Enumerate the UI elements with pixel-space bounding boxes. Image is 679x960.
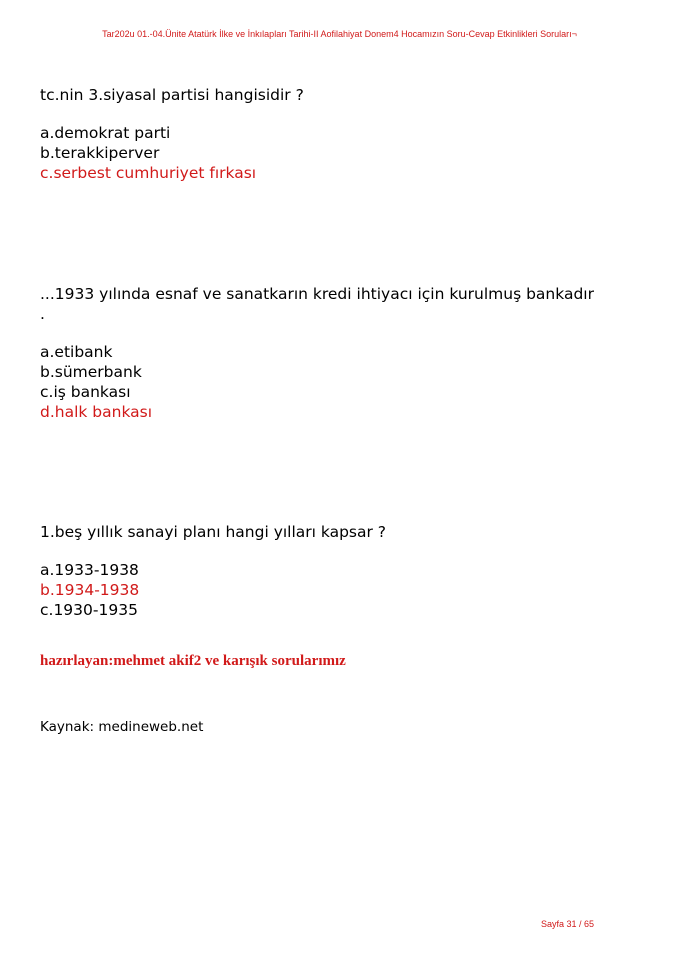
source-label: Kaynak: [40,719,95,735]
question-3 [40,522,386,620]
option-a: a.etibank [40,343,113,361]
spacer [40,324,594,342]
question-2 [40,284,594,422]
option-b: b.sümerbank [40,363,142,381]
author-credit: hazırlayan:mehmet akif2 ve karışık sorularımız [40,653,346,669]
option-c-correct: c.serbest cumhuriyet fırkası [40,164,257,182]
option-b-correct: b.1934-1938 [40,581,140,599]
page-header: Tar202u 01.-04.Ünite Atatürk İlke ve İnkılapları Tarihi-II Aofilahiyat Donem4 Hocamızın Soru-Cevap Etkinlikleri Soruları¬ [102,29,577,39]
option-c: c.iş bankası [40,383,131,401]
page-number: Sayfa 31 / 65 [541,919,595,929]
question-text-continued: . [40,305,45,323]
option-c: c.1930-1935 [40,601,138,619]
question-text: ...1933 yılında esnaf ve sanatkarın kredi ihtiyacı için kurulmuş bankadır [40,285,594,303]
question-text: tc.nin 3.siyasal partisi hangisidir ? [40,86,304,104]
option-a: a.1933-1938 [40,561,139,579]
option-a: a.demokrat parti [40,124,171,142]
option-b: b.terakkiperver [40,144,160,162]
spacer [40,105,304,123]
question-text: 1.beş yıllık sanayi planı hangi yılları kapsar ? [40,523,387,541]
question-1 [40,85,304,183]
source-line [40,719,203,735]
source-link[interactable]: medineweb.net [98,719,204,735]
option-d-correct: d.halk bankası [40,403,153,421]
spacer [40,542,386,560]
